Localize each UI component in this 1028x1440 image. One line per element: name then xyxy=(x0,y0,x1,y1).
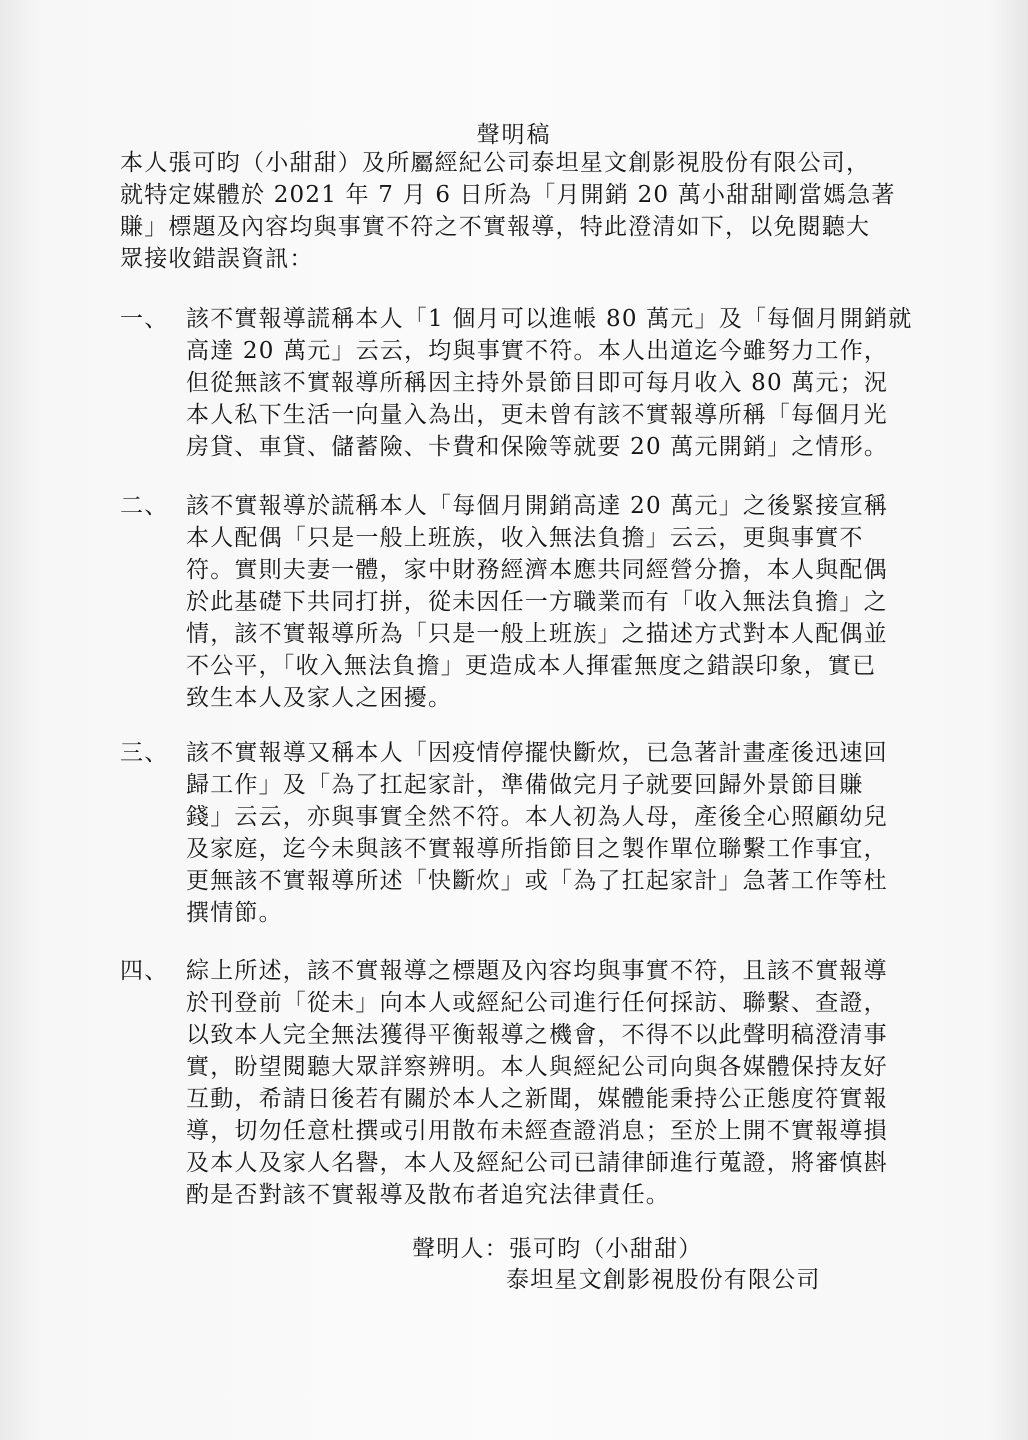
item-line: 導，切勿任意杜撰或引用散布未經查證消息；至於上開不實報導損 xyxy=(186,1118,888,1144)
signature-block xyxy=(412,1234,872,1296)
item-text xyxy=(186,737,906,929)
item-line: 高達 20 萬元」云云，均與事實不符。本人出道迄今雖努力工作， xyxy=(186,338,889,364)
item-line: 及本人及家人名譽，本人及經紀公司已請律師進行蒐證，將審慎斟 xyxy=(186,1150,888,1176)
company-name: 泰坦星文創影視股份有限公司 xyxy=(506,1267,821,1293)
intro-line: 賺」標題及內容均與事實不符之不實報導，特此澄清如下，以免閱聽大 xyxy=(120,214,871,240)
intro-line: 就特定媒體於 2021 年 7 月 6 日所為「月開銷 20 萬小甜甜剛當媽急著 xyxy=(120,182,896,208)
item-text xyxy=(186,490,906,714)
item-line: 房貸、車貸、儲蓄險、卡費和保險等就要 20 萬元開銷」之情形。 xyxy=(186,434,889,460)
item-line: 本人配偶「只是一般上班族，收入無法負擔」云云，更與事實不 xyxy=(186,525,864,551)
intro-line: 本人張可昀（小甜甜）及所屬經紀公司泰坦星文創影視股份有限公司， xyxy=(120,150,871,176)
intro-line: 眾接收錯誤資訊： xyxy=(120,246,314,272)
item-line: 錢」云云，亦與事實全然不符。本人初為人母，產後全心照顧幼兒 xyxy=(186,804,888,830)
item-line: 更無該不實報導所述「快斷炊」或「為了扛起家計」急著工作等杜 xyxy=(186,868,888,894)
item-line: 本人私下生活一向量入為出，更未曾有該不實報導所稱「每個月光 xyxy=(186,402,888,428)
item-line: 於此基礎下共同打拼，從未因任一方職業而有「收入無法負擔」之 xyxy=(186,589,888,615)
item-text xyxy=(186,303,913,463)
item-line: 於刊登前「從未」向本人或經紀公司進行任何採訪、聯繫、查證， xyxy=(186,990,888,1016)
item-line: 不公平，「收入無法負擔」更造成本人揮霍無度之錯誤印象，實已 xyxy=(186,653,877,679)
item-line: 該不實報導又稱本人「因疫情停擺快斷炊，已急著計畫產後迅速回 xyxy=(186,740,888,766)
declarant-name: 聲明人：張可昀（小甜甜） xyxy=(412,1236,703,1262)
item-line: 撰情節。 xyxy=(186,900,283,926)
item-text xyxy=(186,955,906,1211)
item-line: 致生本人及家人之困擾。 xyxy=(186,685,453,711)
document-title: 聲明稿 xyxy=(476,122,552,148)
item-line: 以致本人完全無法獲得平衡報導之機會，不得不以此聲明稿澄清事 xyxy=(186,1022,888,1048)
item-number: 二、 xyxy=(120,493,169,519)
item-line: 該不實報導謊稱本人「1 個月可以進帳 80 萬元」及「每個月開銷就 xyxy=(186,306,913,332)
intro-paragraph xyxy=(120,147,900,275)
item-line: 互動，希請日後若有關於本人之新聞，媒體能秉持公正態度符實報 xyxy=(186,1086,888,1112)
item-line: 該不實報導於謊稱本人「每個月開銷高達 20 萬元」之後緊接宣稱 xyxy=(186,493,889,519)
item-line: 酌是否對該不實報導及散布者追究法律責任。 xyxy=(186,1182,670,1208)
item-line: 實，盼望閱聽大眾詳察辨明。本人與經紀公司向與各媒體保持友好 xyxy=(186,1054,888,1080)
item-line: 符。實則夫妻一體，家中財務經濟本應共同經營分擔，本人與配偶 xyxy=(186,557,888,583)
item-line: 及家庭，迄今未與該不實報導所指節目之製作單位聯繫工作事宜， xyxy=(186,836,888,862)
item-line: 歸工作」及「為了扛起家計，準備做完月子就要回歸外景節目賺 xyxy=(186,772,864,798)
item-line: 但從無該不實報導所稱因主持外景節目即可每月收入 80 萬元；況 xyxy=(186,370,889,396)
item-number: 四、 xyxy=(120,958,169,984)
item-line: 情，該不實報導所為「只是一般上班族」之描述方式對本人配偶並 xyxy=(186,621,888,647)
item-number: 三、 xyxy=(120,740,169,766)
item-number: 一、 xyxy=(120,306,169,332)
item-line: 綜上所述，該不實報導之標題及內容均與事實不符，且該不實報導 xyxy=(186,958,888,984)
